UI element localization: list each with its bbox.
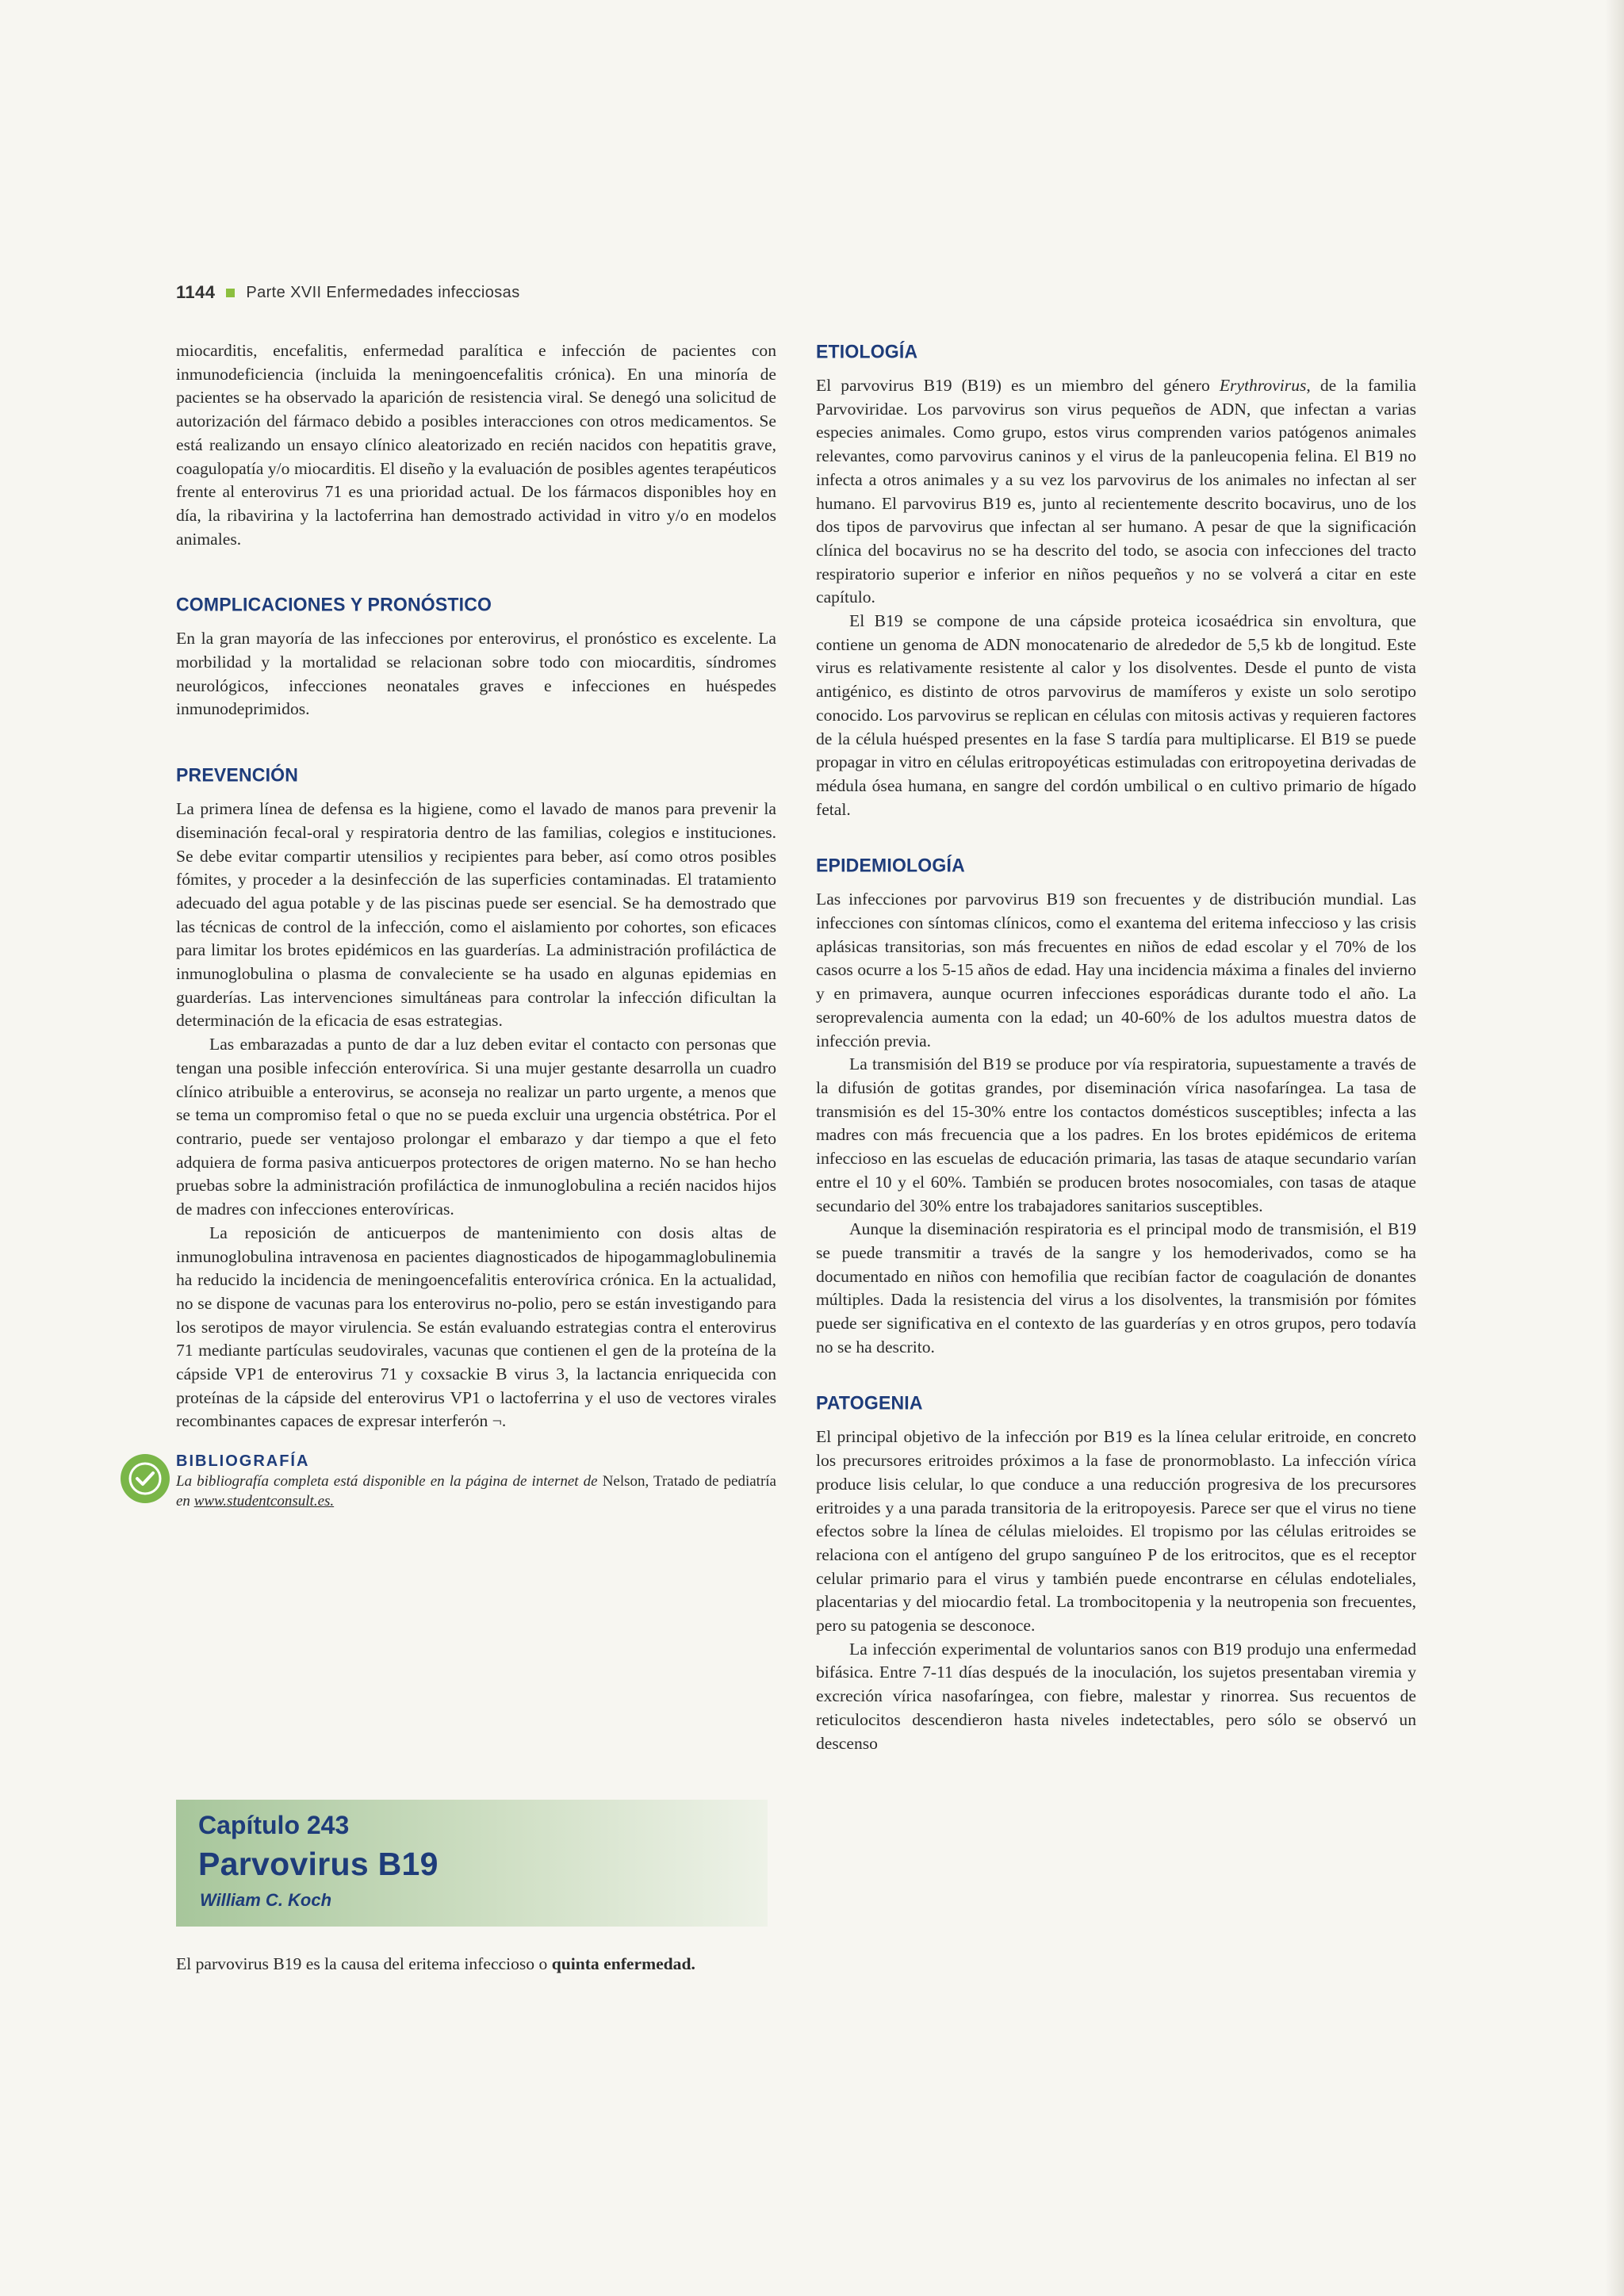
header-square-marker	[226, 289, 235, 297]
paragraph-epidemiologia-2: La transmisión del B19 se produce por vía respiratoria, supuestamente a través de la difusión de gotitas grandes, por diseminación vírica nasofaríngea. La tasa de transmisión es del 15-30% entre los contactos domésticos susceptibles; infecta a las madres con más frecuencia que a los padres. En los brotes epidémicos de eritema infeccioso en las escuelas de educación primaria, las tasas de ataque secundario varían entre el 10 y el 60%. También se producen brotes nosocomiales, con tasas de ataque secundario del 30% entre los trabajadores sanitarios susceptibles.	[816, 1054, 1416, 1215]
page-number: 1144	[176, 282, 216, 302]
heading-complicaciones: COMPLICACIONES Y PRONÓSTICO	[176, 593, 492, 615]
running-header	[176, 279, 1413, 306]
chapter-author: William C. Koch	[200, 1890, 332, 1910]
chapter-intro: El parvovirus B19 es la causa del eritema infeccioso o quinta enfermedad.	[176, 1954, 695, 1973]
paragraph-prevencion-3: La reposición de anticuerpos de mantenimiento con dosis altas de inmunoglobulina intravenosa en pacientes diagnosticados de hipogammaglobulinemia ha reducido la incidencia de meningoencefalitis enterovírica crónica. En la actualidad, no se dispone de vacunas para los enterovirus no-polio, pero se están investigando para los serotipos de mayor virulencia. Se están evaluando estrategias contra el enterovirus 71 mediante partículas seudovirales, vacunas que contienen el gen de la proteína de la cápside VP1 de enterovirus 71 y coxsackie B virus 3, la lactancia enriquecida con proteínas de la cápside del enterovirus VP1 o lactoferrina y el uso de vectores virales recombinantes capaces de expresar interferón ¬.	[176, 1223, 776, 1431]
heading-patogenia: PATOGENIA	[816, 1391, 923, 1414]
chapter-banner	[176, 1800, 768, 1927]
paragraph-treatment-continued: miocarditis, encefalitis, enfermedad paralítica e infección de pacientes con inmunodeficiencia (incluida la meningoencefalitis crónica). En una minoría de pacientes se ha observado la aparición de resistencia viral. Se denegó una solicitud de autorización del fármaco debido a posibles interacciones con otros medicamentos. Se está realizando un ensayo clínico aleatorizado en recién nacidos con hepatitis grave, coagulopatía y/o miocarditis. El diseño y la evaluación de posibles agentes terapéuticos frente al enterovirus 71 es una prioridad actual. De los fármacos disponibles hoy en día, la ribavirina y la lactoferrina han demostrado actividad in vitro y/o en modelos animales.	[176, 341, 776, 549]
part-title: Parte XVII Enfermedades infecciosas	[246, 283, 520, 301]
bibliography-book: Nelson, Tratado de pediatría	[602, 1473, 776, 1490]
paragraph-etiologia-2: El B19 se compone de una cápside proteica icosaédrica sin envoltura, que contiene un genoma de ADN monocatenario de alrededor de 5,5 kb de longitud. Este virus es relativamente resistente al calor y los disolventes. Desde el punto de vista antigénico, es distinto de otros parvovirus de mamíferos y existe un solo serotipo conocido. Los parvovirus se replican en células con mitosis activas y requieren factores de la célula huésped presentes en la fase S tardía para multiplicarse. El B19 se puede propagar in vitro en células eritropoyéticas estimuladas con eritropoyetina derivadas de médula ósea humana, en sangre del cordón umbilical o en cultivo primario de hígado fetal.	[816, 611, 1416, 819]
paragraph-complicaciones: En la gran mayoría de las infecciones por enterovirus, el pronóstico es excelente. La morbilidad y la mortalidad se relacionan sobre todo con miocarditis, síndromes neurológicos, infecciones neonatales graves e infecciones en huéspedes inmunodeprimidos.	[176, 629, 776, 719]
left-column	[176, 339, 776, 1511]
paragraph-patogenia-1: El principal objetivo de la infección por B19 es la línea celular eritroide, en concreto los precursores eritroides próximos a la fase de pronormoblasto. La infección vírica produce lisis celular, lo que conduce a una reducción progresiva de los precursores eritroides y a una parada transitoria de la eritropoyesis. Parece ser que el virus no tiene efectos sobre la línea de células mieloides. El tropismo por las células eritroides se relaciona con el antígeno del grupo sanguíneo P de los eritrocitos, que es el receptor celular primario para el virus y también puede encontrarse en células endoteliales, placentarias y del miocardio fetal. La trombocitopenia y la neutropenia son frecuentes, pero su patogenia se desconoce.	[816, 1427, 1416, 1636]
bibliography-link[interactable]: www.studentconsult.es.	[193, 1493, 335, 1510]
paragraph-epidemiologia-3: Aunque la diseminación respiratoria es el principal modo de transmisión, el B19 se puede transmitir a través de la sangre y los hemoderivados, como se ha documentado en niños con hemofilia que recibían factor de coagulación de donantes múltiples. Dada la resistencia del virus a los disolventes, la transmisión por fómites puede ser significativa en el contexto de las guarderías y en otros grupos, pero todavía no se ha descrito.	[816, 1219, 1416, 1357]
heading-prevencion: PREVENCIÓN	[176, 763, 299, 786]
chapter-number: Capítulo 243	[198, 1811, 350, 1839]
heading-epidemiologia: EPIDEMIOLOGÍA	[816, 854, 965, 877]
paragraph-etiologia-1: El parvovirus B19 (B19) es un miembro del género Erythrovirus, de la familia Parvoviridae. Los parvovirus son virus pequeños de ADN, que infectan a varias especies animales. Como grupo, estos virus comprenden varios patógenos animales relevantes, como parvovirus caninos y el virus de la panleucopenia felina. El B19 no infecta a otros animales y a su vez los parvovirus de los animales no infectan al ser humano. El parvovirus B19 es, junto al recientemente descrito bocavirus, uno de los dos tipos de parvovirus que infectan al ser humano. A pesar de que la significación clínica del bocavirus no se ha descrito del todo, se asocia con infecciones del tracto respiratorio superior e inferior en niños pequeños y no se volverá a citar en este capítulo.	[816, 376, 1417, 607]
right-column	[816, 339, 1416, 1755]
chapter-title: Parvovirus B19	[198, 1846, 439, 1882]
paragraph-patogenia-2: La infección experimental de voluntarios sanos con B19 produjo una enfermedad bifásica. Entre 7-11 días después de la inoculación, los sujetos presentaban viremia y excreción vírica nasofaríngea, con fiebre, malestar y rinorrea. Sus recuentos de reticulocitos descendieron hasta niveles indetectables, pero sólo se observó un descenso	[816, 1639, 1416, 1753]
paragraph-epidemiologia-1: Las infecciones por parvovirus B19 son frecuentes y de distribución mundial. Las infecciones con síntomas clínicos, como el exantema del eritema infeccioso y las crisis aplásicas transitorias, son más frecuentes en niños de edad escolar y el 70% de los casos ocurre a los 5-15 años de edad. Hay una incidencia máxima a finales del invierno y en primavera, aunque ocurren infecciones esporádicas durante todo el año. La seroprevalencia aumenta con la edad; un 40-60% de los adultos muestra datos de infección previa.	[816, 890, 1416, 1050]
page-edge-shadow	[1605, 0, 1624, 2296]
paragraph-prevencion-1: La primera línea de defensa es la higiene, como el lavado de manos para prevenir la diseminación fecal-oral y respiratoria dentro de las familias, colegios e instituciones. Se debe evitar compartir utensilios y recipientes para beber, así como otros posibles fómites, y proceder a la desinfección de las superficies contaminadas. El tratamiento adecuado del agua potable y de las piscinas puede ser esencial. Se ha demostrado que las técnicas de control de la infección, como el aislamiento por cohortes, son eficaces para limitar los brotes epidémicos en las guarderías. La administración profiláctica de inmunoglobulina o plasma de convaleciente se ha usado en algunas epidemias en guarderías. Las intervenciones simultáneas para controlar la infección dificultan la determinación de la eficacia de esas estrategias.	[176, 799, 776, 1031]
heading-etiologia: ETIOLOGÍA	[816, 340, 918, 362]
bibliography-title: BIBLIOGRAFÍA	[176, 1452, 310, 1471]
bibliography-icon	[121, 1454, 170, 1503]
bibliography-block	[176, 1451, 776, 1511]
genus-name: Erythrovirus	[1219, 376, 1307, 395]
intro-bold-term: quinta enfermedad.	[551, 1954, 695, 1973]
paragraph-prevencion-2: Las embarazadas a punto de dar a luz deben evitar el contacto con personas que tengan una posible infección enterovírica. Si una mujer gestante desarrolla un cuadro clínico atribuible a enterovirus, se aconseja no realizar un parto urgente, a menos que se tema un compromiso fetal o que no se pueda excluir una urgencia obstétrica. Por el contrario, puede ser ventajoso prolongar el embarazo y dar tiempo a que el feto adquiera de forma pasiva anticuerpos protectores de origen materno. No se han hecho pruebas sobre la administración profiláctica de inmunoglobulina a recién nacidos hijos de madres con infecciones enterovíricas.	[176, 1035, 776, 1219]
bibliography-text: La bibliografía completa está disponible en la página de internet de Nelson, Tratado de pediatría en www.studentconsult.es.	[176, 1473, 776, 1510]
